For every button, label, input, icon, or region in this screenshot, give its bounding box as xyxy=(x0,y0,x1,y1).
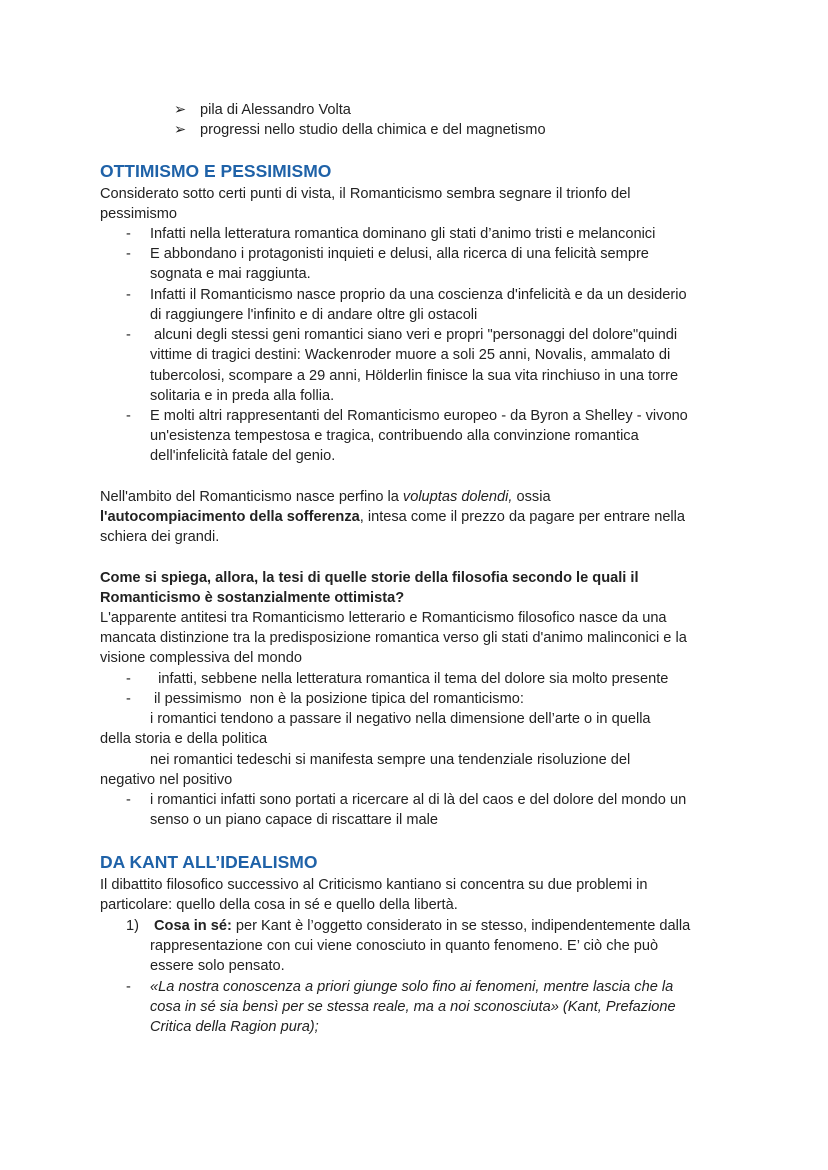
arrow-bullet-icon: ➢ xyxy=(174,102,187,118)
dash-bullet-icon: - xyxy=(126,246,131,262)
dash-bullet-icon: - xyxy=(126,226,131,242)
paragraph-line: schiera dei grandi. xyxy=(100,529,220,545)
list-item: E abbondano i protagonisti inquieti e delusi, alla ricerca di una felicità sempre xyxy=(150,246,649,262)
italic-term: voluptas dolendi, xyxy=(402,489,513,505)
list-item-continued: di raggiungere l'infinito e di andare oltre gli ostacoli xyxy=(150,307,478,323)
text-span: per Kant è l’oggetto considerato in se stesso, indipendentemente dalla xyxy=(231,918,691,934)
bold-term: l'autocompiacimento della sofferenza xyxy=(100,509,360,525)
list-item: il pessimismo non è la posizione tipica del romanticismo: xyxy=(150,691,524,707)
section-heading: DA KANT ALL’IDEALISMO xyxy=(100,852,318,872)
paragraph-line: visione complessiva del mondo xyxy=(100,650,302,666)
paragraph-line: Il dibattito filosofico successivo al Criticismo kantiano si concentra su due problemi in xyxy=(100,877,648,893)
dash-bullet-icon: - xyxy=(126,671,131,687)
list-item-continued: vittime di tragici destini: Wackenroder muore a soli 25 anni, Novalis, ammalato di xyxy=(150,347,671,363)
text-span: , intesa come il prezzo da pagare per entrare nella xyxy=(359,509,686,525)
list-item: E molti altri rappresentanti del Romanticismo europeo - da Byron a Shelley - vivono xyxy=(150,408,688,424)
indented-paragraph-line: nei romantici tedeschi si manifesta sempre una tendenziale risoluzione del xyxy=(150,752,631,768)
list-item: Infatti nella letteratura romantica dominano gli stati d’animo tristi e melanconici xyxy=(150,226,656,242)
list-item-continued: dell'infelicità fatale del genio. xyxy=(150,448,336,464)
paragraph-line: L'apparente antitesi tra Romanticismo letterario e Romanticismo filosofico nasce da una xyxy=(100,610,667,626)
paragraph-line xyxy=(100,487,551,507)
text-span: ossia xyxy=(512,489,551,505)
list-item: infatti, sebbene nella letteratura romantica il tema del dolore sia molto presente xyxy=(150,671,669,687)
dash-bullet-icon: - xyxy=(126,792,131,808)
list-item: alcuni degli stessi geni romantici siano veri e propri "personaggi del dolore"quindi xyxy=(150,327,678,343)
bold-term: Cosa in sé: xyxy=(154,918,232,934)
list-item-continued: rappresentazione con cui viene conosciuto in quanto fenomeno. E’ ciò che può xyxy=(150,938,659,954)
paragraph-line: mancata distinzione tra la predisposizione romantica verso gli stati d'animo malinconici e la xyxy=(100,630,687,646)
arrow-bullet-icon: ➢ xyxy=(174,122,187,138)
paragraph-line: della storia e della politica xyxy=(100,731,268,747)
list-item: pila di Alessandro Volta xyxy=(200,102,351,118)
numbered-marker: 1) xyxy=(126,918,139,934)
list-item: i romantici infatti sono portati a ricercare al di là del caos e del dolore del mondo un xyxy=(150,792,687,808)
question-heading: Come si spiega, allora, la tesi di quelle storie della filosofia secondo le quali il xyxy=(100,570,639,586)
list-item-continued: sognata e mai raggiunta. xyxy=(150,266,311,282)
section-heading: OTTIMISMO E PESSIMISMO xyxy=(100,161,332,181)
dash-bullet-icon: - xyxy=(126,287,131,303)
dash-bullet-icon: - xyxy=(126,979,131,995)
quote-line: «La nostra conoscenza a priori giunge solo fino ai fenomeni, mentre lascia che la xyxy=(150,979,674,995)
quote-line: cosa in sé sia bensì per se stessa reale, ma a noi sconosciuta» (Kant, Prefazione xyxy=(150,999,676,1015)
paragraph-line: Considerato sotto certi punti di vista, il Romanticismo sembra segnare il trionfo del xyxy=(100,186,631,202)
dash-bullet-icon: - xyxy=(126,327,131,343)
list-item-continued: essere solo pensato. xyxy=(150,958,285,974)
indented-paragraph-line: i romantici tendono a passare il negativo nella dimensione dell’arte o in quella xyxy=(150,711,651,727)
list-item-continued: senso o un piano capace di riscattare il male xyxy=(150,812,438,828)
question-heading: Romanticismo è sostanzialmente ottimista? xyxy=(100,590,405,606)
list-item xyxy=(154,916,690,936)
list-item: Infatti il Romanticismo nasce proprio da una coscienza d'infelicità e da un desiderio xyxy=(150,287,687,303)
list-item-continued: un'esistenza tempestosa e tragica, contribuendo alla convinzione romantica xyxy=(150,428,639,444)
paragraph-line: pessimismo xyxy=(100,206,178,222)
text-span: Nell'ambito del Romanticismo nasce perfino la xyxy=(100,489,403,505)
dash-bullet-icon: - xyxy=(126,408,131,424)
paragraph-line: particolare: quello della cosa in sé e quello della libertà. xyxy=(100,897,458,913)
quote-line: Critica della Ragion pura); xyxy=(150,1019,319,1035)
list-item: progressi nello studio della chimica e del magnetismo xyxy=(200,122,546,138)
paragraph-line xyxy=(100,507,685,527)
list-item-continued: solitaria e in preda alla follia. xyxy=(150,388,335,404)
list-item-continued: tubercolosi, scompare a 29 anni, Hölderlin finisce la sua vita rinchiuso in una torre xyxy=(150,368,679,384)
dash-bullet-icon: - xyxy=(126,691,131,707)
paragraph-line: negativo nel positivo xyxy=(100,772,233,788)
